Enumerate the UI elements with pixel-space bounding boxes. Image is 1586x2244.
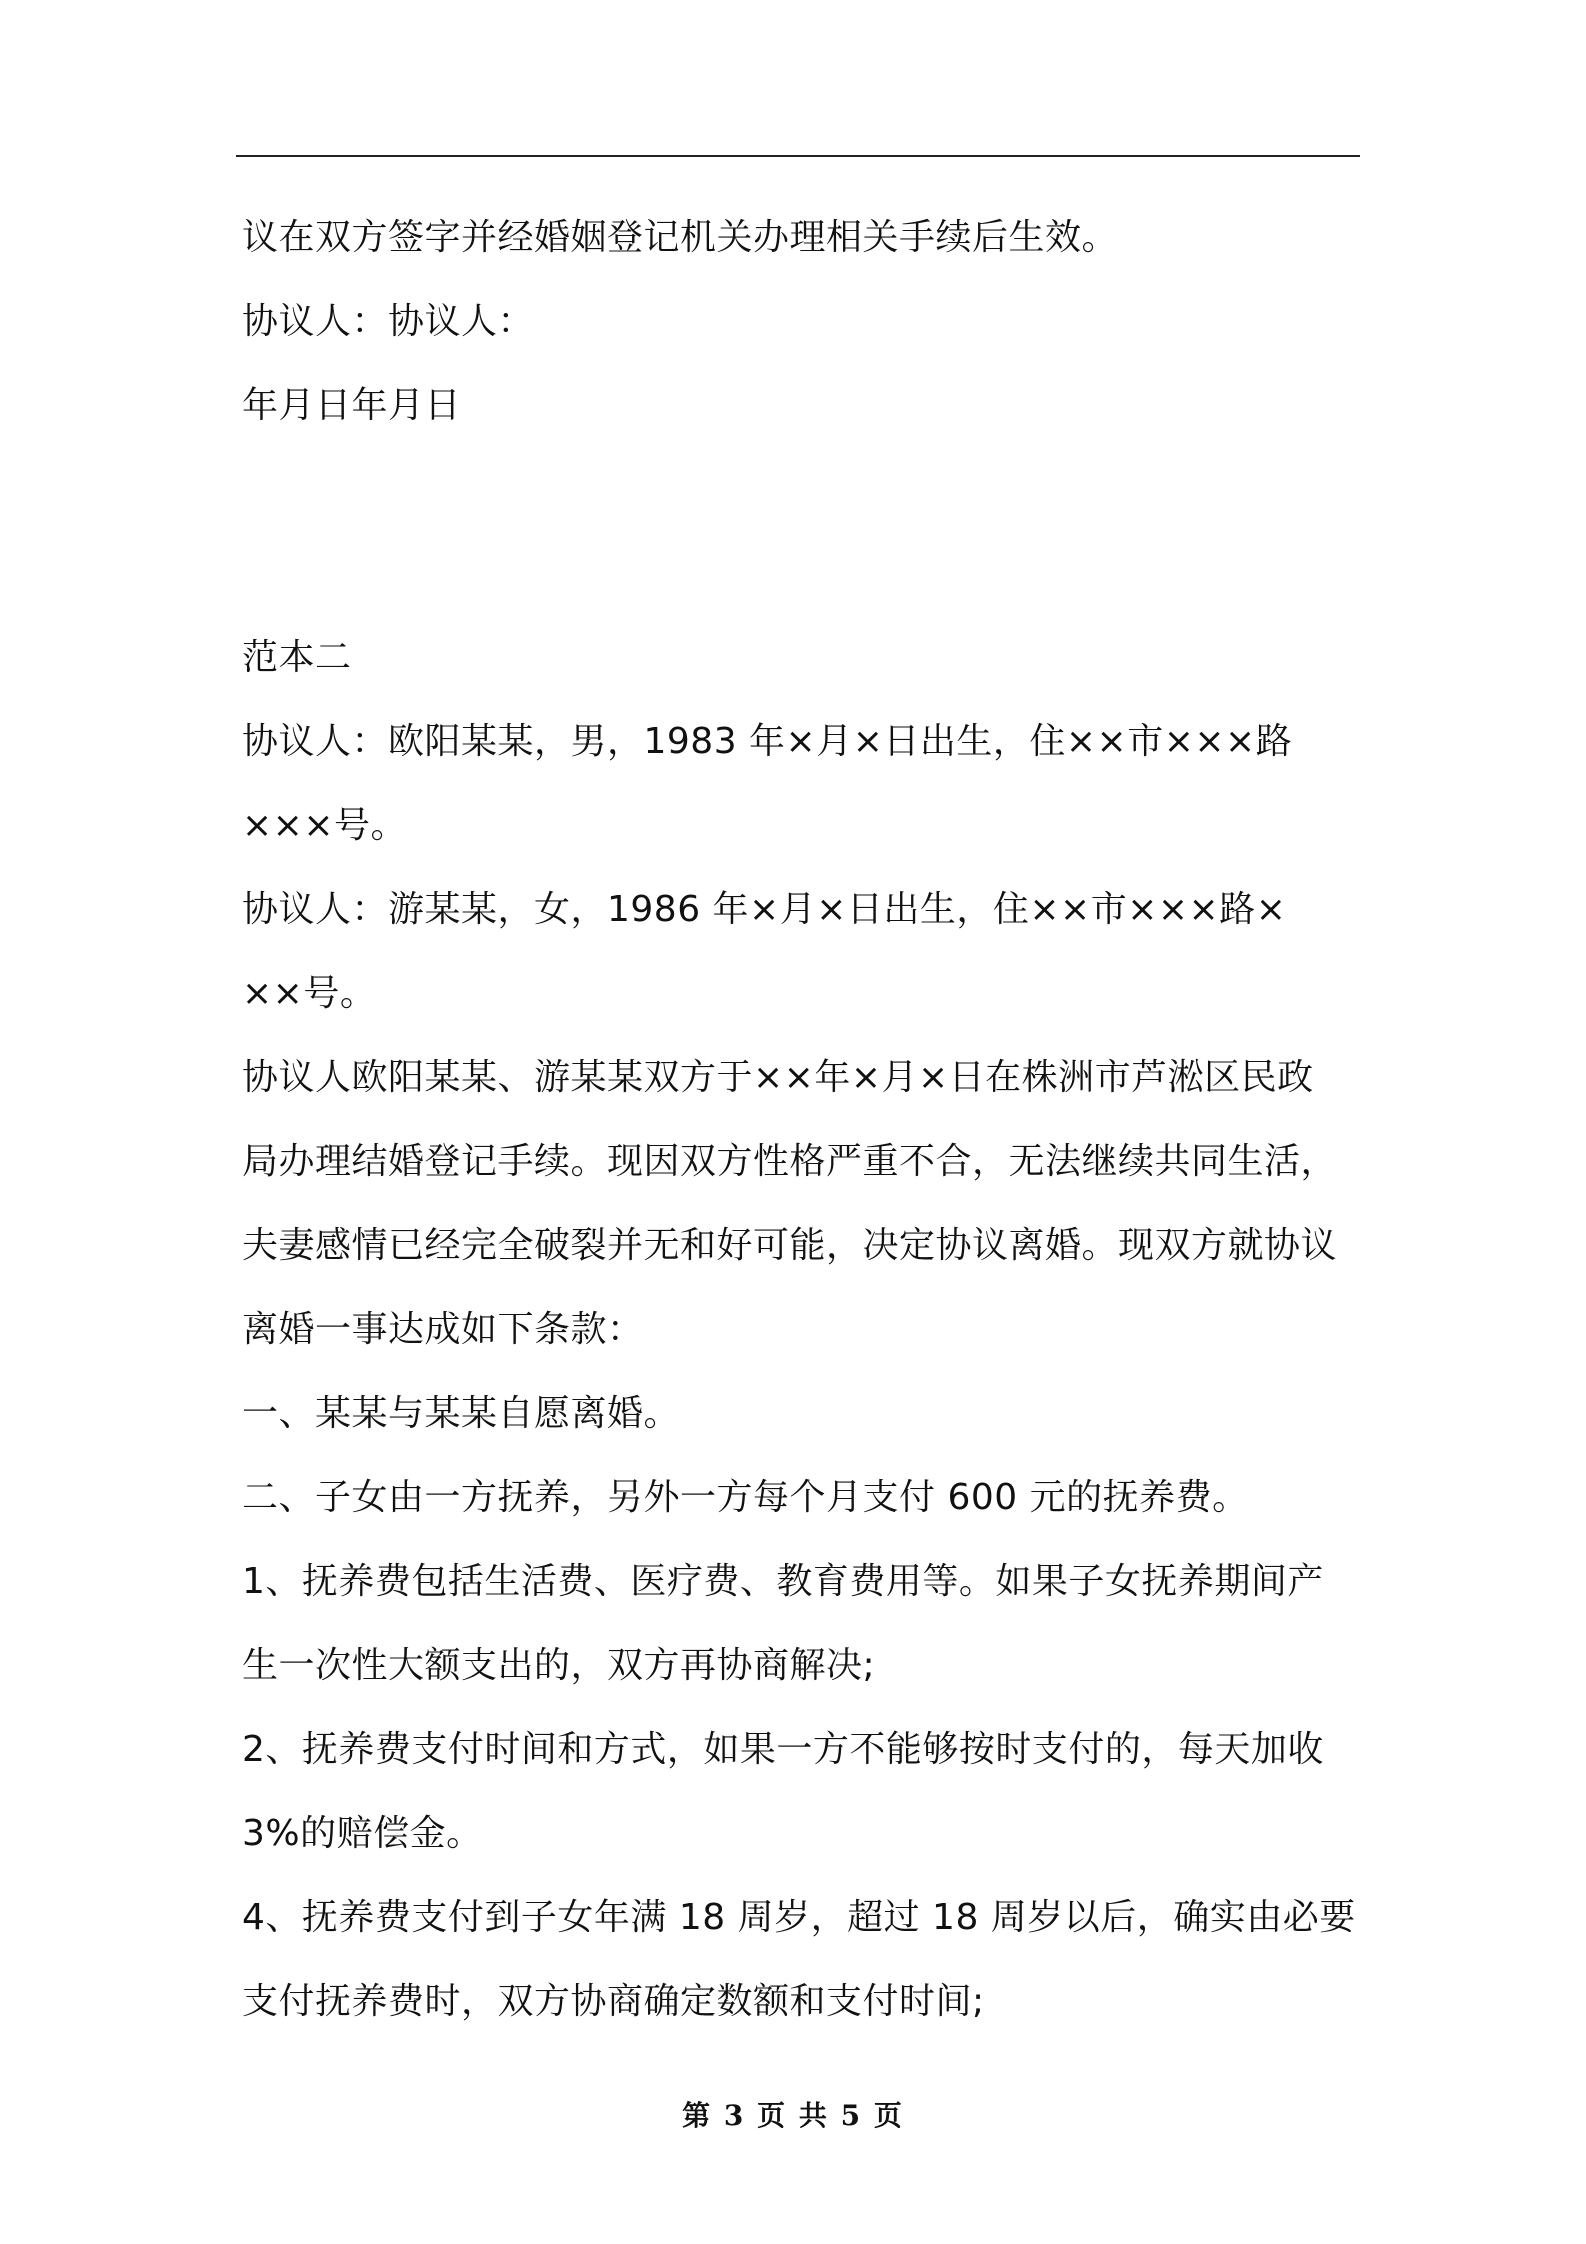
clause-line: 二、子女由一方抚养，另外一方每个月支付 600 元的抚养费。	[242, 1477, 1249, 1518]
clause-line: 4、抚养费支付到子女年满 18 周岁，超过 18 周岁以后，确实由必要	[242, 1897, 1356, 1938]
clause-line: 支付抚养费时，双方协商确定数额和支付时间;	[242, 1981, 985, 2022]
date-line: 年月日年月日	[242, 385, 462, 426]
text-line: 离婚一事达成如下条款：	[242, 1309, 644, 1350]
header-rule	[236, 155, 1360, 157]
clause-line: 2、抚养费支付时间和方式，如果一方不能够按时支付的，每天加收	[242, 1729, 1324, 1770]
text-line: 协议人欧阳某某、游某某双方于××年×月×日在株洲市芦淞区民政	[242, 1057, 1314, 1098]
text-line: 协议人：欧阳某某，男，1983 年×月×日出生，住××市×××路	[242, 721, 1293, 762]
text-line: 夫妻感情已经完全破裂并无和好可能，决定协议离婚。现双方就协议	[242, 1225, 1338, 1266]
page-number: 第 3 页 共 5 页	[682, 2099, 904, 2132]
clause-line: 1、抚养费包括生活费、医疗费、教育费用等。如果子女抚养期间产	[242, 1561, 1324, 1602]
signature-line: 协议人：协议人：	[242, 301, 535, 342]
clause-line: 生一次性大额支出的，双方再协商解决;	[242, 1645, 876, 1686]
text-line: ××号。	[242, 973, 377, 1014]
clause-line: 一、某某与某某自愿离婚。	[242, 1393, 681, 1434]
document-body	[242, 196, 1358, 2044]
section-title: 范本二	[242, 637, 352, 678]
text-line: 议在双方签字并经婚姻登记机关办理相关手续后生效。	[242, 217, 1119, 258]
text-line: 局办理结婚登记手续。现因双方性格严重不合，无法继续共同生活，	[242, 1141, 1338, 1182]
text-line: ×××号。	[242, 805, 407, 846]
text-line: 协议人：游某某，女，1986 年×月×日出生，住××市×××路×	[242, 889, 1287, 930]
clause-line: 3%的赔偿金。	[242, 1813, 483, 1854]
